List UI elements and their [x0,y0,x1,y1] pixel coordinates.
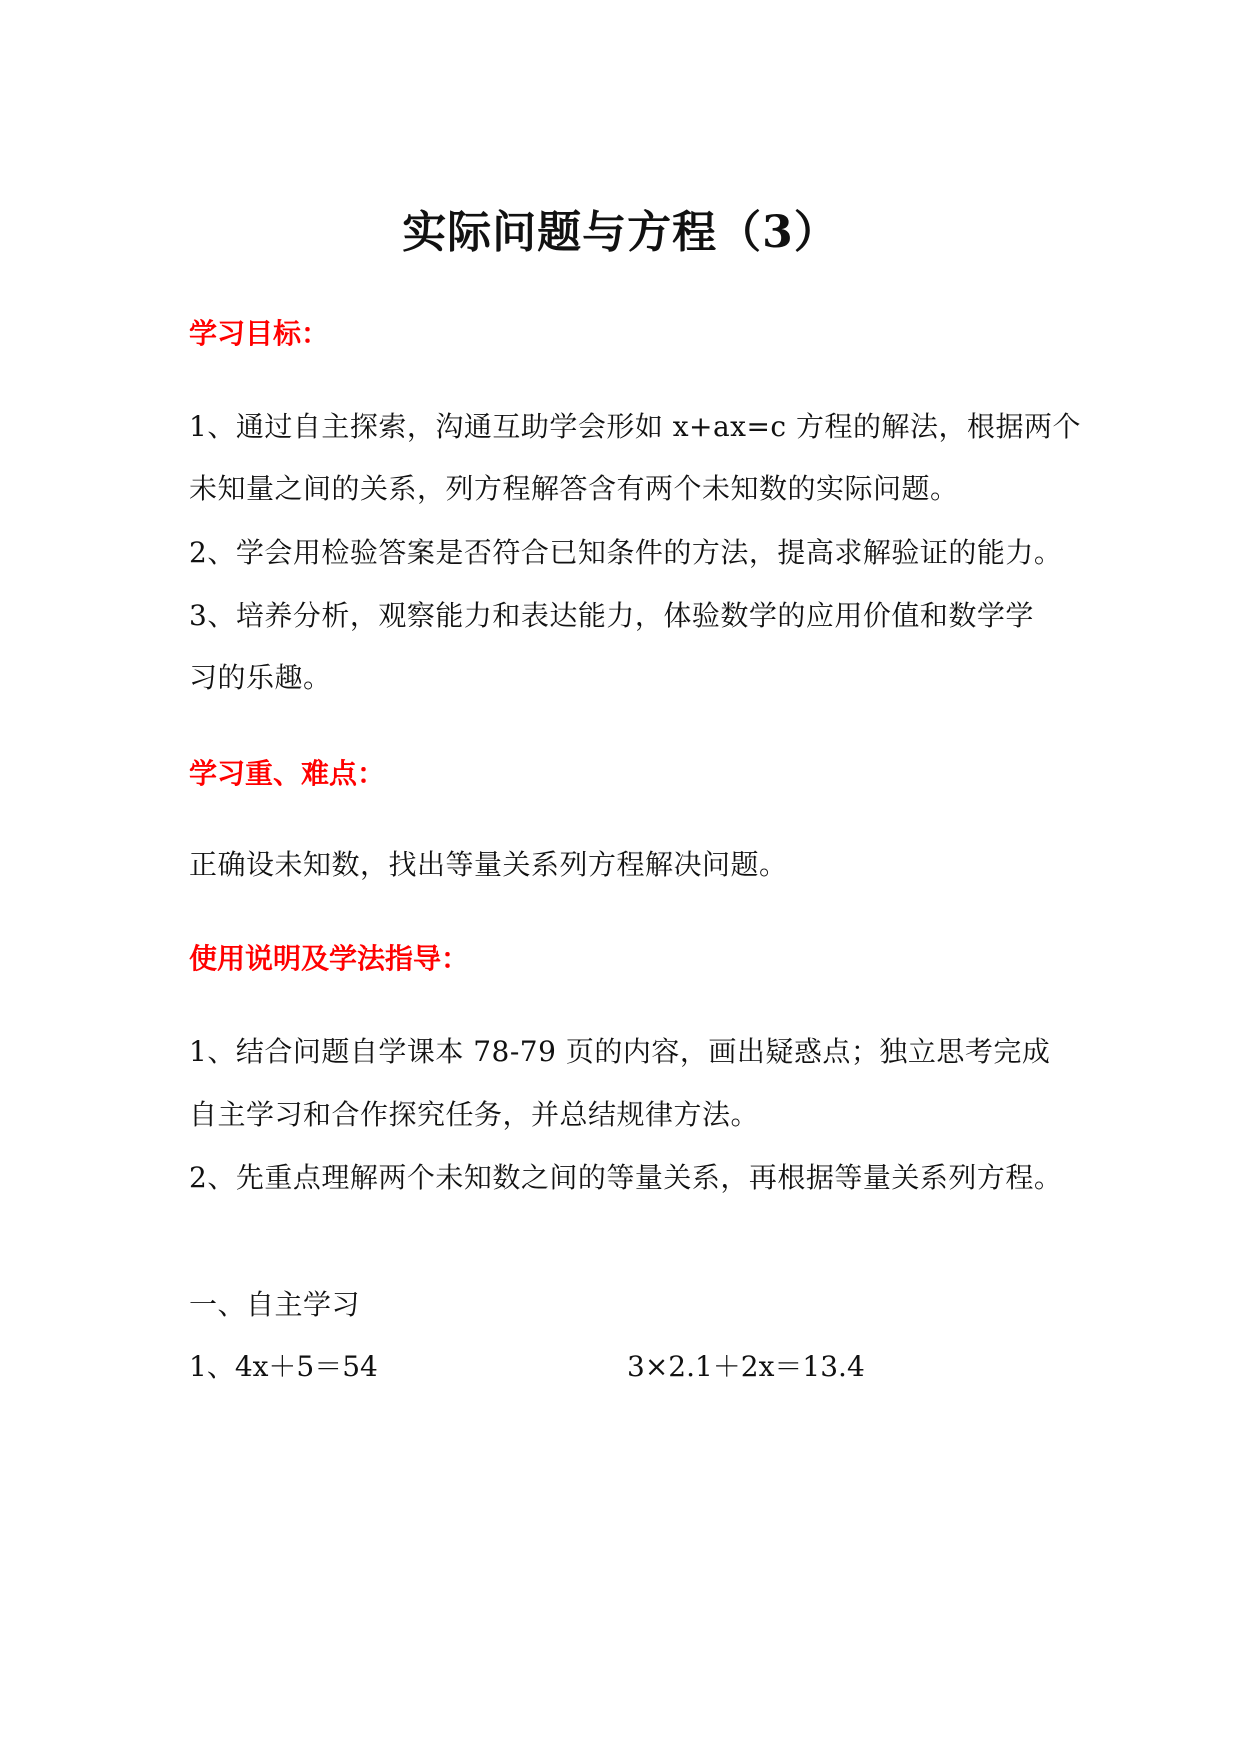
instructions-heading: 使用说明及学法指导： [189,942,470,975]
instructions-line-3: 2、先重点理解两个未知数之间的等量关系，再根据等量关系列方程。 [189,1161,1063,1194]
self-study-heading: 一、自主学习 [189,1288,361,1321]
equation-1: 1、4x＋5＝54 [189,1350,378,1383]
objectives-line-2: 未知量之间的关系，列方程解答含有两个未知数的实际问题。 [189,472,959,505]
key-points-heading: 学习重、难点： [189,757,386,790]
document-title: 实际问题与方程（3） [402,207,839,258]
objectives-line-3: 2、学会用检验答案是否符合已知条件的方法，提高求解验证的能力。 [189,536,1063,569]
objectives-heading: 学习目标： [189,317,330,350]
objectives-line-5: 习的乐趣。 [189,661,332,694]
objectives-line-1: 1、通过自主探索，沟通互助学会形如 x+ax=c 方程的解法，根据两个 [189,410,1081,443]
objectives-line-4: 3、培养分析，观察能力和表达能力，体验数学的应用价值和数学学 [189,599,1034,632]
instructions-line-1: 1、结合问题自学课本 78-79 页的内容，画出疑惑点；独立思考完成 [189,1035,1051,1068]
equation-2: 3×2.1＋2x＝13.4 [627,1350,865,1383]
instructions-line-2: 自主学习和合作探究任务，并总结规律方法。 [189,1098,760,1131]
key-points-line-1: 正确设未知数，找出等量关系列方程解决问题。 [189,848,788,881]
